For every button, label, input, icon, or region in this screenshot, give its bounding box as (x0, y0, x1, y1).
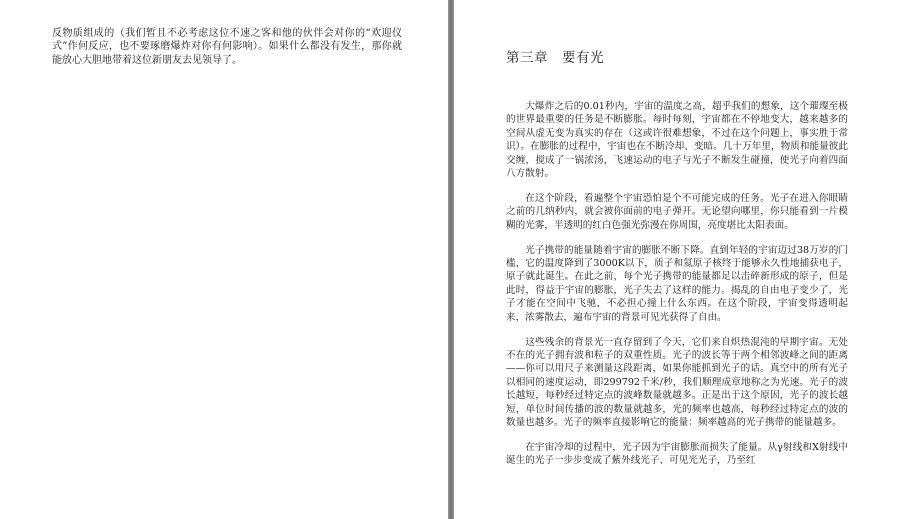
paragraph-3: 光子携带的能量随着宇宙的膨胀不断下降。直到年轻的宇宙迈过38万岁的门槛，它的温度降到了3000K以下，质子和氦原子核终于能够永久性地捕获电子，原子就此诞生。在此之前，每个光子携带的能量都足以击碎新形成的原子，但是此时，得益于宇宙的膨胀，光子失去了这样的能力。揭乱的自由电子变少了，光子才能在空间中飞驰，不必担心撞上什么东西。在这个阶段，宇宙变得透明起来，浓雾散去，遍布宇宙的背景可见光获得了自由。 (506, 244, 848, 323)
paragraph-1: 大爆炸之后的0.01秒内，宇宙的温度之高，超乎我们的想象，这个璀璨至极的世界最重要的任务是不断膨胀。每时每刻，宇宙都在不停地变大，越来越多的空间从虚无变为真实的存在（这或许很难想象，不过在这个问题上，事实胜于常识）。在膨胀的过程中，宇宙也在不断冷却、变暗。几十万年里，物质和能量彼此交缠，搅成了一锅浓汤，飞速运动的电子与光子不断发生碰撞，使光子向着四面八方散射。 (506, 101, 848, 180)
paragraph-5: 在宇宙冷却的过程中，光子因为宇宙膨胀而损失了能量。从γ射线和X射线中诞生的光子一步步变成了紫外线光子、可见光光子，乃至红 (506, 441, 848, 467)
left-page-text: 反物质组成的（我们暂且不必考虑这位不速之客和他的伙伴会对你的“欢迎仪式”作何反应，也不要琢磨爆炸对你有何影响）。如果什么都没有发生，那你就能放心大胆地带着这位新朋友去见领导了。 (52, 28, 402, 66)
left-page (0, 0, 448, 519)
chapter-body (506, 100, 848, 479)
chapter-title: 第三章 要有光 (506, 50, 604, 66)
paragraph-2: 在这个阶段，看遍整个宇宙恐怕是个不可能完成的任务。光子在进入你眼睛之前的几纳秒内，就会被你面前的电子弹开。无论望向哪里，你只能看到一片模糊的光雾，半透明的红白色强光弥漫在你周围，亮度堪比太阳表面。 (506, 192, 848, 231)
paragraph-4: 这些残余的背景光一直存留到了今天，它们来自炽热混沌的早期宇宙。无处不在的光子拥有波和粒子的双重性质。光子的波长等于两个相邻波峰之间的距离——你可以用尺子来测量这段距离，如果你能抓到光子的话。真空中的所有光子以相同的速度运动，即299792千米/秒，我们顺理成章地称之为光速。光子的波长越短，每秒经过特定点的波峰数量就越多。正是出于这个原因，光子的波长越短，单位时间传播的波的数量就越多，光的频率也越高，每秒经过特定点的波的数量也越多。光子的频率直接影响它的能量：频率越高的光子携带的能量越多。 (506, 336, 848, 429)
